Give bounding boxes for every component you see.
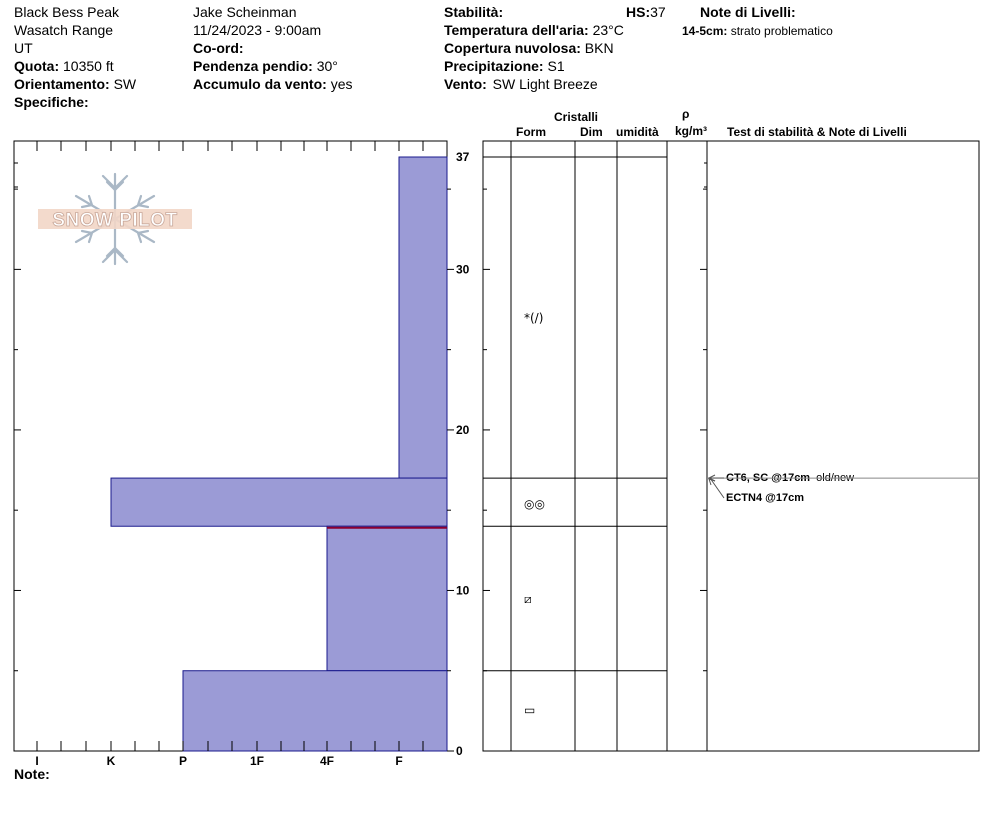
y-tick-label: 10	[456, 583, 470, 598]
y-tick-label: 20	[456, 422, 470, 437]
precip-value: S1	[547, 58, 565, 74]
crystal-form-symbol: ◎◎	[524, 497, 545, 511]
state-name: UT	[14, 40, 33, 56]
hs-value: 37	[650, 4, 666, 20]
dim-header: Dim	[580, 125, 603, 139]
slope-value: 30°	[316, 58, 338, 74]
sky-value: BKN	[584, 40, 614, 56]
hardness-label: K	[106, 754, 116, 768]
sky-label: Copertura nuvolosa:	[444, 40, 581, 56]
crystals-header: Cristalli	[554, 110, 599, 124]
aspect-value: SW	[113, 76, 137, 92]
layer-note-text: strato problematico	[730, 24, 833, 38]
rho-header: ρ	[682, 107, 690, 121]
hardness-label: I	[35, 754, 39, 768]
slope-label: Pendenza pendio:	[193, 58, 313, 74]
air-temp-label: Temperatura dell'aria:	[444, 22, 589, 38]
coord-label: Co-ord:	[193, 40, 244, 56]
layer-bar	[111, 478, 447, 526]
hs-label: HS:	[626, 4, 651, 20]
layer-note-depth: 14-5cm:	[682, 24, 728, 38]
logo-text: SNOW PILOT	[52, 210, 178, 231]
layer-bar	[327, 526, 447, 670]
crystal-form-symbol: ▭	[524, 703, 536, 717]
crystal-form-symbol: ⧄	[524, 592, 532, 606]
layer-bar	[399, 157, 447, 478]
elevation-value: 10350 ft	[63, 58, 114, 74]
air-temp-value: 23°C	[592, 22, 624, 38]
crystal-form-symbol: *(/)	[524, 311, 544, 325]
layer-bar	[183, 671, 447, 751]
y-tick-label: 37	[456, 150, 470, 164]
form-header: Form	[516, 125, 546, 139]
wind-label: Vento:	[444, 76, 487, 92]
precip-label: Precipitazione:	[444, 58, 544, 74]
location-name: Black Bess Peak	[14, 4, 120, 20]
wind-loading-value: yes	[330, 76, 353, 92]
aspect-label: Orientamento:	[14, 76, 110, 92]
elevation-label: Quota:	[14, 58, 60, 74]
specifics-label: Specifiche:	[14, 94, 89, 110]
stability-test-1-suffix: old/new	[816, 472, 855, 484]
hardness-label: 1F	[249, 754, 265, 768]
snowpilot-logo	[38, 174, 192, 264]
y-tick-label: 30	[456, 262, 470, 277]
hardness-label: F	[395, 754, 403, 768]
hardness-label: 4F	[319, 754, 335, 768]
observation-datetime: 11/24/2023 - 9:00am	[193, 22, 322, 38]
stability-test-2: ECTN4 @17cm	[726, 492, 804, 504]
wind-loading-label: Accumulo da vento:	[193, 76, 327, 92]
wind-value: SW Light Breeze	[492, 76, 598, 92]
hardness-label: P	[178, 754, 188, 768]
note-label: Note:	[14, 766, 50, 782]
stability-label: Stabilità:	[444, 4, 504, 20]
y-tick-label: 0	[456, 744, 463, 758]
layer-table-frame	[483, 141, 979, 751]
stability-notes-header: Test di stabilità & Note di Livelli	[727, 125, 907, 139]
humidity-header: umidità	[616, 125, 659, 139]
layer-notes-label: Note di Livelli:	[700, 4, 796, 20]
observer-name: Jake Scheinman	[193, 4, 297, 20]
density-unit-header: kg/m³	[675, 124, 708, 138]
test-arrows	[709, 475, 724, 498]
range-name: Wasatch Range	[14, 22, 114, 38]
stability-test-1-text: CT6, SC @17cm	[726, 472, 811, 484]
